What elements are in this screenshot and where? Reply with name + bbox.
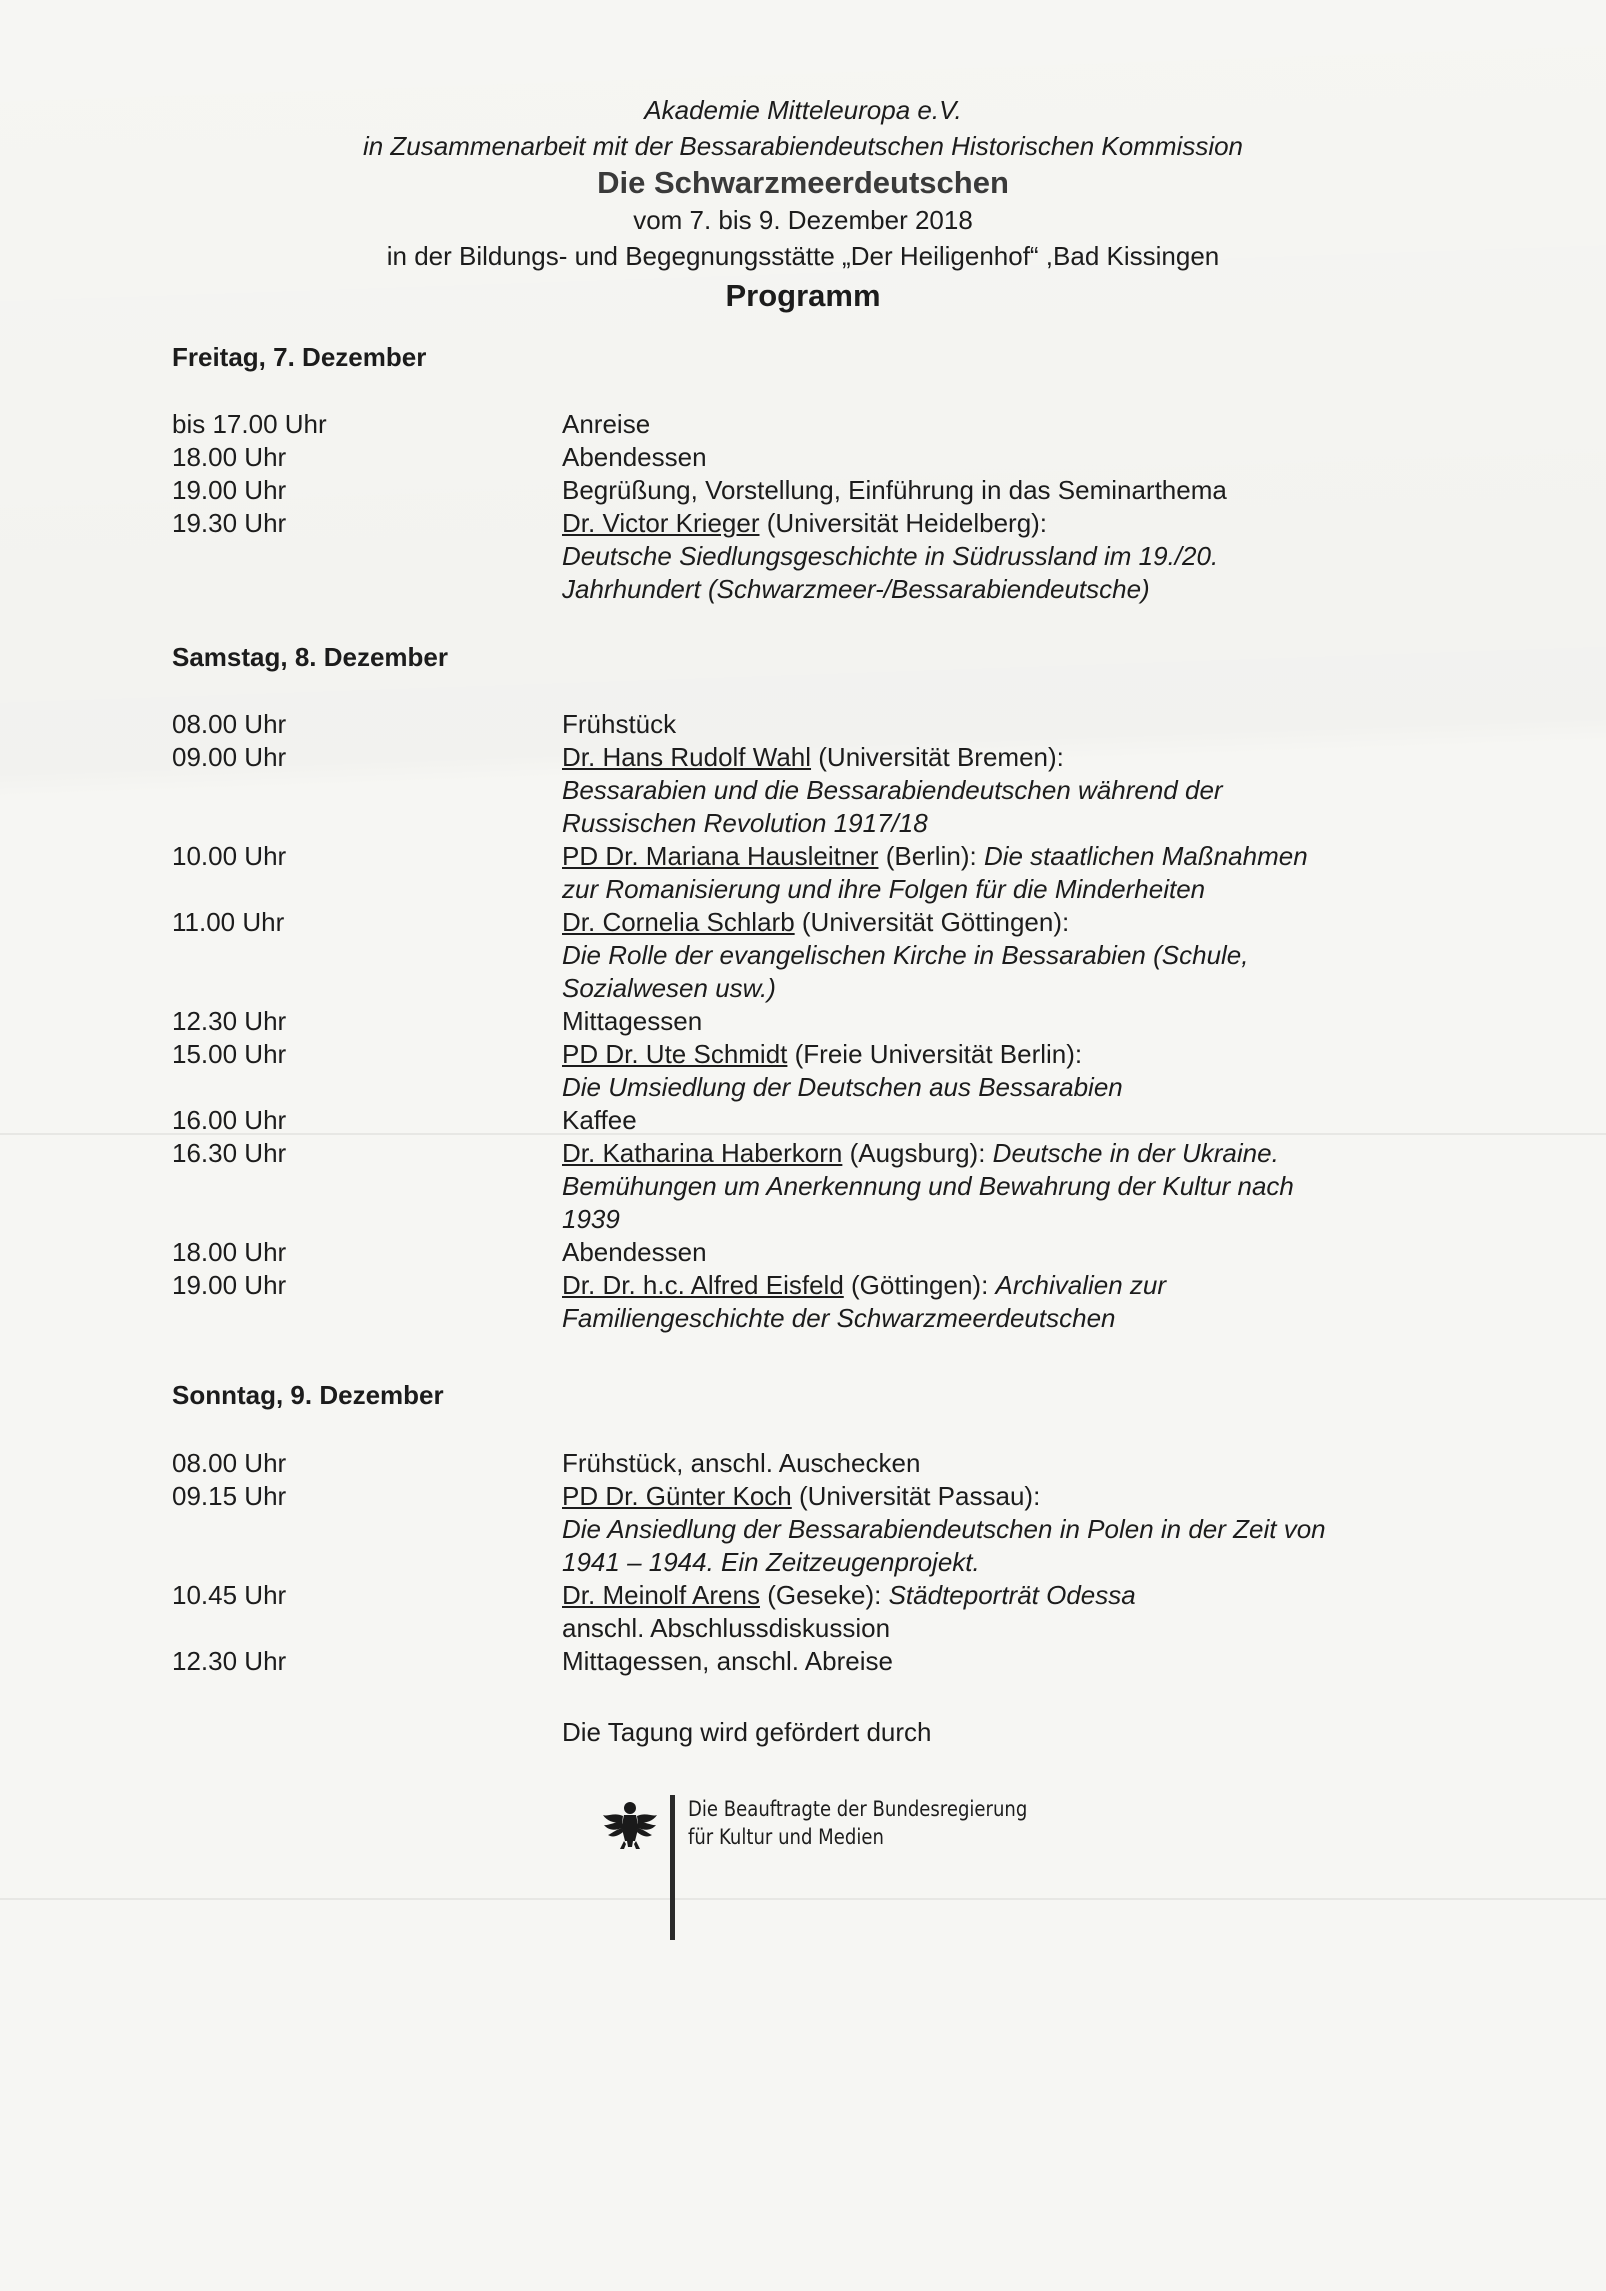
item-text: Frühstück [562, 709, 677, 739]
day-heading-sunday: Sonntag, 9. Dezember [172, 1380, 444, 1410]
day-heading-friday: Freitag, 7. Dezember [172, 342, 427, 372]
speaker-affiliation: (Geseke): [759, 1580, 889, 1610]
time: bis 17.00 Uhr [172, 409, 327, 439]
talk-topic-line: 1941 – 1944. Ein Zeitzeugenprojekt. [562, 1547, 980, 1577]
time: 18.00 Uhr [172, 442, 287, 472]
talk-topic-line: Die Ansiedlung der Bessarabiendeutschen in Polen in der Zeit von [562, 1514, 1326, 1544]
talk-topic-line: Deutsche Siedlungsgeschichte in Südrussland im 19./20. [562, 541, 1219, 571]
speaker-name: Dr. Victor Krieger [562, 508, 760, 538]
speaker-name: Dr. Cornelia Schlarb [562, 907, 795, 937]
time: 11.00 Uhr [172, 907, 285, 937]
time: 09.15 Uhr [172, 1481, 287, 1511]
time: 19.30 Uhr [172, 508, 287, 538]
federal-eagle-icon [600, 1795, 660, 1855]
talk-topic-line: Russischen Revolution 1917/18 [562, 808, 928, 838]
item-text: Anreise [562, 409, 651, 439]
speaker-name: Dr. Katharina Haberkorn [562, 1138, 843, 1168]
time: 08.00 Uhr [172, 709, 287, 739]
talk-topic-line: Familiengeschichte der Schwarzmeerdeutschen [562, 1303, 1116, 1333]
time: 15.00 Uhr [172, 1039, 287, 1069]
time: 19.00 Uhr [172, 1270, 287, 1300]
speaker-name: Dr. Hans Rudolf Wahl [562, 742, 812, 772]
talk-topic-line: Sozialwesen usw.) [562, 973, 776, 1003]
item-text: Begrüßung, Vorstellung, Einführung in das Seminarthema [562, 475, 1227, 505]
event-venue: in der Bildungs- und Begegnungsstätte „Der Heiligenhof“ ,Bad Kissingen [386, 241, 1220, 271]
funder-name-line: Die Beauftragte der Bundesregierung [688, 1797, 1028, 1821]
time: 10.00 Uhr [172, 841, 287, 871]
cooperation-line: in Zusammenarbeit mit der Bessarabiendeutschen Historischen Kommission [362, 131, 1244, 161]
time: 19.00 Uhr [172, 475, 287, 505]
item-text: Abendessen [562, 1237, 707, 1267]
item-text: Frühstück, anschl. Auschecken [562, 1448, 921, 1478]
talk-topic-line: 1939 [562, 1204, 620, 1234]
talk-topic-line: Bemühungen um Anerkennung und Bewahrung der Kultur nach [562, 1171, 1294, 1201]
speaker-name: PD Dr. Mariana Hausleitner [562, 841, 879, 871]
speaker-affiliation: (Universität Göttingen): [794, 907, 1070, 937]
time: 16.30 Uhr [172, 1138, 287, 1168]
document-header [0, 92, 1606, 318]
funder-logo [600, 1795, 1080, 1945]
talk-topic-line: Die Rolle der evangelischen Kirche in Bessarabien (Schule, [562, 940, 1249, 970]
speaker-affiliation: (Universität Passau): [791, 1481, 1041, 1511]
talk-topic-inline: Deutsche in der Ukraine. [992, 1138, 1279, 1168]
speaker-affiliation: (Göttingen): [843, 1270, 996, 1300]
event-title: Die Schwarzmeerdeutschen [597, 165, 1009, 200]
speaker-name: PD Dr. Ute Schmidt [562, 1039, 788, 1069]
talk-topic-line: Jahrhundert (Schwarzmeer-/Bessarabiendeutsche) [562, 574, 1150, 604]
talk-topic-inline: Archivalien zur [995, 1270, 1167, 1300]
event-dates: vom 7. bis 9. Dezember 2018 [633, 205, 973, 235]
talk-topic-inline: Die staatlichen Maßnahmen [983, 841, 1308, 871]
time: 12.30 Uhr [172, 1006, 287, 1036]
talk-topic-line: zur Romanisierung und ihre Folgen für die Minderheiten [562, 874, 1206, 904]
speaker-affiliation: (Berlin): [878, 841, 984, 871]
item-text: anschl. Abschlussdiskussion [562, 1613, 891, 1643]
talk-topic-line: Bessarabien und die Bessarabiendeutschen während der [562, 775, 1223, 805]
item-text: Mittagessen [562, 1006, 703, 1036]
speaker-affiliation: (Freie Universität Berlin): [787, 1039, 1083, 1069]
speaker-name: Dr. Meinolf Arens [562, 1580, 760, 1610]
time: 10.45 Uhr [172, 1580, 287, 1610]
programm-heading: Programm [725, 278, 881, 313]
time: 18.00 Uhr [172, 1237, 287, 1267]
speaker-name: PD Dr. Günter Koch [562, 1481, 792, 1511]
logo-divider [670, 1795, 675, 1940]
funder-name-line: für Kultur und Medien [688, 1825, 884, 1849]
time: 12.30 Uhr [172, 1646, 287, 1676]
time: 09.00 Uhr [172, 742, 287, 772]
talk-topic-inline: Städteporträt Odessa [888, 1580, 1136, 1610]
time: 08.00 Uhr [172, 1448, 287, 1478]
speaker-name: Dr. Dr. h.c. Alfred Eisfeld [562, 1270, 844, 1300]
item-text: Kaffee [562, 1105, 637, 1135]
speaker-affiliation: (Universität Heidelberg): [759, 508, 1048, 538]
organizer: Akademie Mitteleuropa e.V. [644, 95, 962, 125]
talk-topic-line: Die Umsiedlung der Deutschen aus Bessarabien [562, 1072, 1123, 1102]
speaker-affiliation: (Augsburg): [842, 1138, 993, 1168]
item-text: Abendessen [562, 442, 707, 472]
day-heading-saturday: Samstag, 8. Dezember [172, 642, 449, 672]
funding-note: Die Tagung wird gefördert durch [562, 1717, 932, 1747]
item-text: Mittagessen, anschl. Abreise [562, 1646, 893, 1676]
time: 16.00 Uhr [172, 1105, 287, 1135]
speaker-affiliation: (Universität Bremen): [811, 742, 1064, 772]
